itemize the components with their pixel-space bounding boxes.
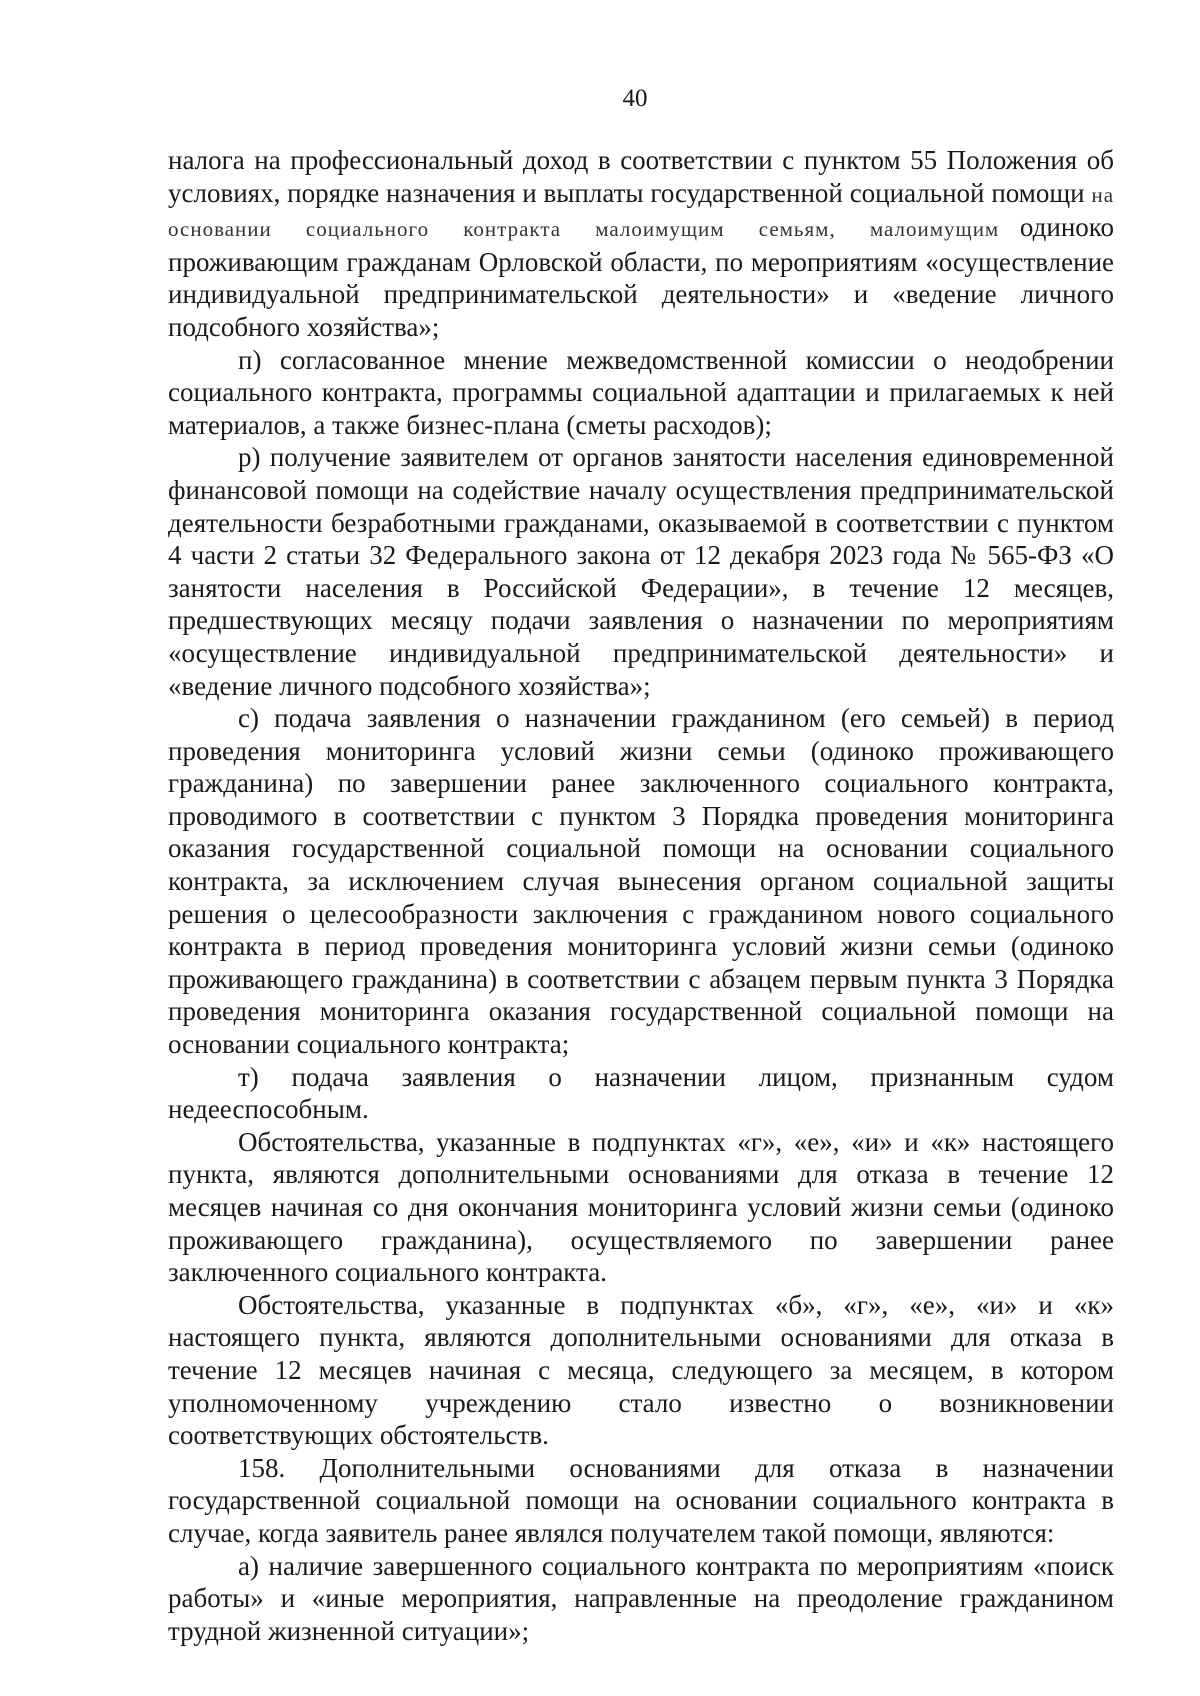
item-r: р) получение заявителем от органов занятости населения единовременной финансовой помощи на содействие началу осуществления предпринимательской деятельности безработными гражданами, оказываемой в соответствии с пунктом 4 части 2 статьи 32 Федерального закона от 12 декабря 2023 года № 565-ФЗ «О занятости населения в Российской Федерации», в течение 12 месяцев, предшествующих месяцу подачи заявления о назначении по мероприятиям «осуществление индивидуальной предпринимательской деятельности» и «ведение личного подсобного хозяйства»; <box>168 442 1114 701</box>
item-a: а) наличие завершенного социального контракта по мероприятиям «поиск работы» и «иные мероприятия, направленные на преодоление гражданином трудной жизненной ситуации»; <box>168 1550 1114 1646</box>
continued-text-line1: налога на профессиональный доход в соответствии с пунктом 55 Положения об условиях, порядке назначения и выплаты государственной социальной помощи <box>168 145 1114 208</box>
clause-158: 158. Дополнительными основаниями для отказа в назначении государственной социальной помощи на основании социального контракта в случае, когда заявитель ранее являлся получателем такой помощи, являются: <box>168 1452 1114 1548</box>
continued-text-line2: одиноко проживающим гражданам Орловской области, по мероприятиям «осуществление индивидуальной предпринимательской деятельности» и «ведение личного подсобного хозяйства»; <box>168 212 1115 342</box>
item-t: т) подача заявления о назначении лицом, признанным судом недееспособным. <box>168 1061 1114 1125</box>
page-number: 40 <box>622 85 648 112</box>
continued-text-faded-line: на основании социального контракта малоимущим семьям, малоимущим <box>168 182 1115 242</box>
circumstances-paragraph-1: Обстоятельства, указанные в подпунктах «г», «е», «и» и «к» настоящего пункта, являются дополнительными основаниями для отказа в течение 12 месяцев начиная со дня окончания мониторинга условий жизни семьи (одиноко проживающего гражданина), осуществляемого по завершении ранее заключенного социального контракта. <box>168 1126 1114 1288</box>
item-p: п) согласованное мнение межведомственной комиссии о неодобрении социального контракта, программы социальной адаптации и прилагаемых к ней материалов, а также бизнес-плана (сметы расходов); <box>168 344 1114 440</box>
circumstances-paragraph-2: Обстоятельства, указанные в подпунктах «б», «г», «е», «и» и «к» настоящего пункта, являются дополнительными основаниями для отказа в течение 12 месяцев начиная с месяца, следующего за месяцем, в котором уполномоченному учреждению стало известно о возникновении соответствующих обстоятельств. <box>168 1289 1114 1451</box>
item-s: с) подача заявления о назначении гражданином (его семьей) в период проведения мониторинга условий жизни семьи (одиноко проживающего гражданина) по завершении ранее заключенного социального контракта, проводимого в соответствии с пунктом 3 Порядка проведения мониторинга оказания государственной социальной помощи на основании социального контракта, за исключением случая вынесения органом социальной защиты решения о целесообразности заключения с гражданином нового социального контракта в период проведения мониторинга условий жизни семьи (одиноко проживающего гражданина) в соответствии с абзацем первым пункта 3 Порядка проведения мониторинга оказания государственной социальной помощи на основании социального контракта; <box>168 703 1114 1060</box>
continued-paragraph <box>168 144 1114 344</box>
document-body <box>168 144 1114 1647</box>
